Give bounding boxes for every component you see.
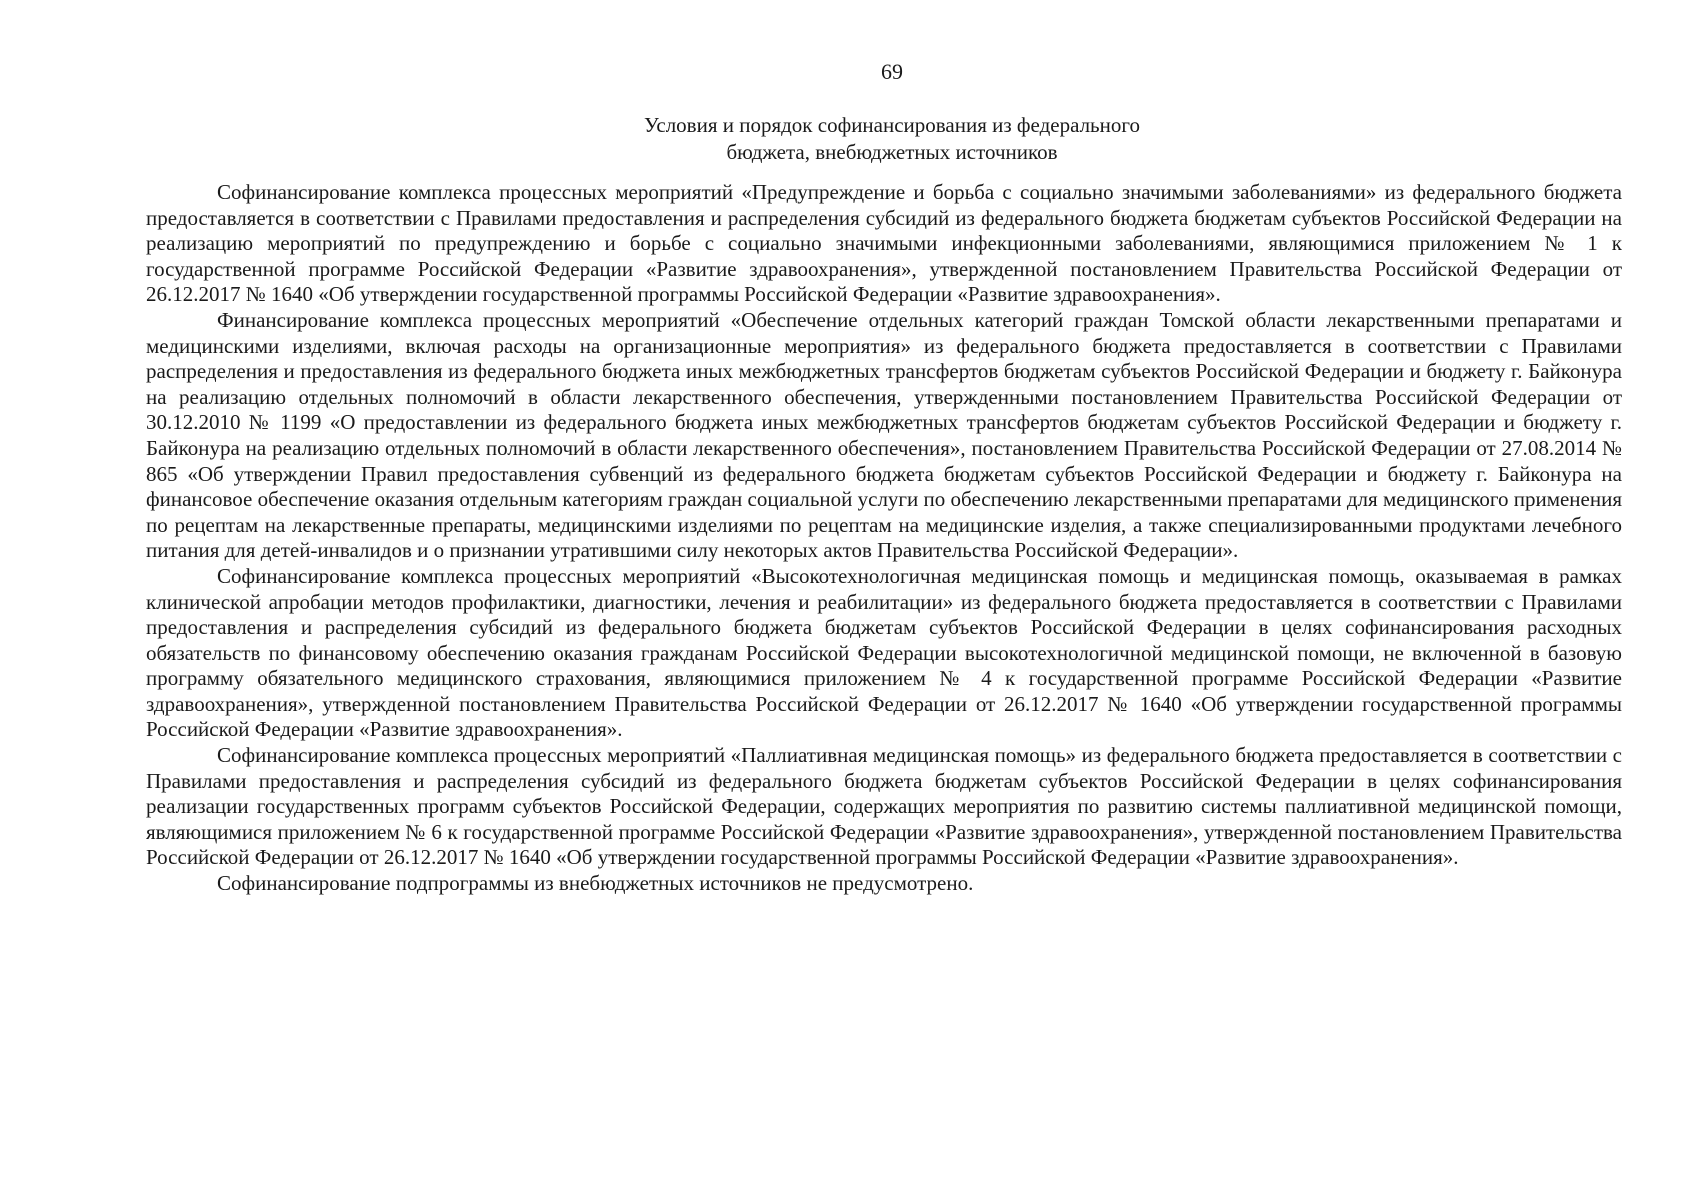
- paragraph-extrabudgetary-sources: Софинансирование подпрограммы из внебюджетных источников не предусмотрено.: [217, 871, 974, 896]
- body-text: [146, 180, 1622, 897]
- paragraph-high-tech-care-cofinancing: Софинансирование комплекса процессных мероприятий «Высокотехнологичная медицинская помощь и медицинская помощь, оказываемая в рамках клинической апробации методов профилактики, диагностики, лечения и реабилитации» из федерального бюджета предоставляется в соответствии с Правилами предоставления и распределения субсидий из федерального бюджета бюджетам субъектов Российской Федерации в целях софинансирования расходных обязательств по финансовому обеспечению оказания гражданам Российской Федерации высокотехнологичной медицинской помощи, не включенной в базовую программу обязательного медицинского страхования, являющимися приложением № 4 к государственной программе Российской Федерации «Развитие здравоохранения», утвержденной постановлением Правительства Российской Федерации от 26.12.2017 № 1640 «Об утверждении государственной программы Российской Федерации «Развитие здравоохранения».: [146, 563, 1622, 742]
- page-number: 69: [881, 59, 903, 84]
- heading-line-1: Условия и порядок софинансирования из федерального: [644, 113, 1140, 137]
- paragraph-federal-cofinancing-diseases: Софинансирование комплекса процессных мероприятий «Предупреждение и борьба с социально значимыми заболеваниями» из федерального бюджета предоставляется в соответствии с Правилами предоставления и распределения субсидий из федерального бюджета бюджетам субъектов Российской Федерации на реализацию мероприятий по предупреждению и борьбе с социально значимыми инфекционными заболеваниями, являющимися приложением № 1 к государственной программе Российской Федерации «Развитие здравоохранения», утвержденной постановлением Правительства Российской Федерации от 26.12.2017 № 1640 «Об утверждении государственной программы Российской Федерации «Развитие здравоохранения».: [146, 180, 1622, 307]
- heading-line-2: бюджета, внебюджетных источников: [726, 140, 1058, 164]
- section-heading: [0, 112, 1698, 166]
- paragraph-drug-provision-financing: Финансирование комплекса процессных мероприятий «Обеспечение отдельных категорий граждан Томской области лекарственными препаратами и медицинскими изделиями, включая расходы на организационные мероприятия» из федерального бюджета предоставляется в соответствии с Правилами распределения и предоставления из федерального бюджета иных межбюджетных трансфертов бюджетам субъектов Российской Федерации и бюджету г. Байконура на реализацию отдельных полномочий в области лекарственного обеспечения, утвержденными постановлением Правительства Российской Федерации от 30.12.2010 № 1199 «О предоставлении из федерального бюджета иных межбюджетных трансфертов бюджетам субъектов Российской Федерации и бюджету г. Байконура на реализацию отдельных полномочий в области лекарственного обеспечения», постановлением Правительства Российской Федерации от 27.08.2014 № 865 «Об утверждении Правил предоставления субвенций из федерального бюджета бюджетам субъектов Российской Федерации и бюджету г. Байконура на финансовое обеспечение оказания отдельным категориям граждан социальной услуги по обеспечению лекарственными препаратами для медицинского применения по рецептам на лекарственные препараты, медицинскими изделиями по рецептам на медицинские изделия, а также специализированными продуктами лечебного питания для детей-инвалидов и о признании утратившими силу некоторых актов Правительства Российской Федерации».: [146, 307, 1622, 563]
- paragraph-palliative-care-cofinancing: Софинансирование комплекса процессных мероприятий «Паллиативная медицинская помощь» из федерального бюджета предоставляется в соответствии с Правилами предоставления и распределения субсидий из федерального бюджета бюджетам субъектов Российской Федерации в целях софинансирования реализации государственных программ субъектов Российской Федерации, содержащих мероприятия по развитию системы паллиативной медицинской помощи, являющимися приложением № 6 к государственной программе Российской Федерации «Развитие здравоохранения», утвержденной постановлением Правительства Российской Федерации от 26.12.2017 № 1640 «Об утверждении государственной программы Российской Федерации «Развитие здравоохранения».: [146, 743, 1622, 870]
